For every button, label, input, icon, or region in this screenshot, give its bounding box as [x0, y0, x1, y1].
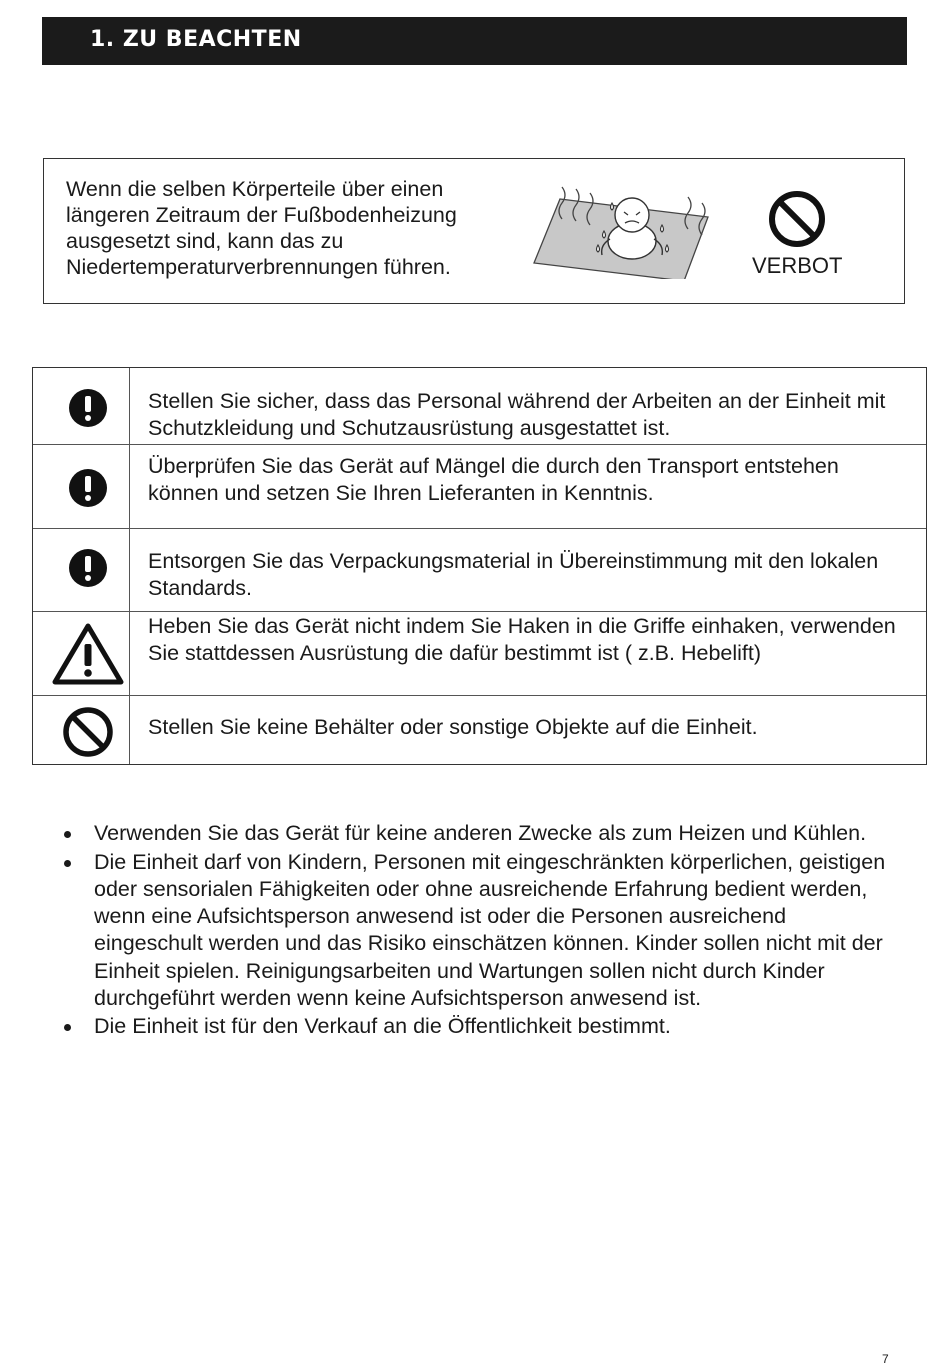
- list-item: [60, 1013, 900, 1040]
- bullet-icon: [64, 831, 71, 838]
- safety-instructions-table: [32, 367, 927, 765]
- table-row-text: Stellen Sie sicher, dass das Personal während der Arbeiten an der Einheit mit Schutzkleidung und Schutzausrüstung ausgestattet ist.: [148, 389, 886, 440]
- burn-warning-text: Wenn die selben Körperteile über einen längeren Zeitraum der Fußbodenheizung ausgesetzt sind, kann das zu Niedertemperaturverbrennungen führen.: [66, 177, 457, 279]
- prohibition-icon: [767, 189, 827, 249]
- bullet-icon: [64, 1024, 71, 1031]
- table-row-text: Heben Sie das Gerät nicht indem Sie Haken in die Griffe einhaken, verwenden Sie stattdessen Ausrüstung die dafür bestimmt ist ( z.B. Hebelift): [148, 614, 896, 665]
- prohibition-icon: [61, 705, 115, 759]
- bullet-icon: [64, 860, 71, 867]
- baby-on-heated-floor-icon: [532, 179, 712, 279]
- table-column-divider: [129, 368, 130, 764]
- table-row-text: Entsorgen Sie das Verpackungsmaterial in Übereinstimmung mit den lokalen Standards.: [148, 549, 879, 600]
- list-item-text: Die Einheit ist für den Verkauf an die Öffentlichkeit bestimmt.: [94, 1014, 671, 1039]
- table-row-divider: [33, 695, 926, 696]
- warning-triangle-icon: [52, 622, 124, 686]
- prohibition-label: VERBOT: [752, 253, 843, 278]
- notes-list: [60, 820, 900, 1042]
- table-row-divider: [33, 528, 926, 529]
- table-row-text: Überprüfen Sie das Gerät auf Mängel die durch den Transport entstehen können und setzen Sie Ihren Lieferanten in Kenntnis.: [148, 454, 839, 505]
- burn-warning-box: [43, 158, 905, 304]
- section-header: [42, 17, 907, 65]
- exclamation-icon: [68, 468, 108, 508]
- section-title: 1. ZU BEACHTEN: [90, 27, 302, 52]
- list-item: [60, 849, 900, 1012]
- exclamation-icon: [68, 388, 108, 428]
- list-item-text: Die Einheit darf von Kindern, Personen mit eingeschränkten körperlichen, geistigen oder sensorialen Fähigkeiten oder ohne ausreichende Erfahrung bedient werden, wenn eine Aufsichtsperson anwesend ist oder die Personen ausreichend eingeschult werden und das Risiko einschätzen können. Kinder sollen nicht mit der Einheit spielen. Reinigungsarbeiten und Wartungen sollen nicht durch Kinder durchgeführt werden wenn keine Aufsichtsperson anwesend ist.: [94, 849, 886, 1010]
- table-row-text: Stellen Sie keine Behälter oder sonstige Objekte auf die Einheit.: [148, 715, 758, 739]
- page-number: 7: [882, 1352, 889, 1366]
- list-item: [60, 820, 900, 847]
- table-row-divider: [33, 611, 926, 612]
- exclamation-icon: [68, 548, 108, 588]
- table-row-divider: [33, 444, 926, 445]
- list-item-text: Verwenden Sie das Gerät für keine anderen Zwecke als zum Heizen und Kühlen.: [94, 821, 867, 845]
